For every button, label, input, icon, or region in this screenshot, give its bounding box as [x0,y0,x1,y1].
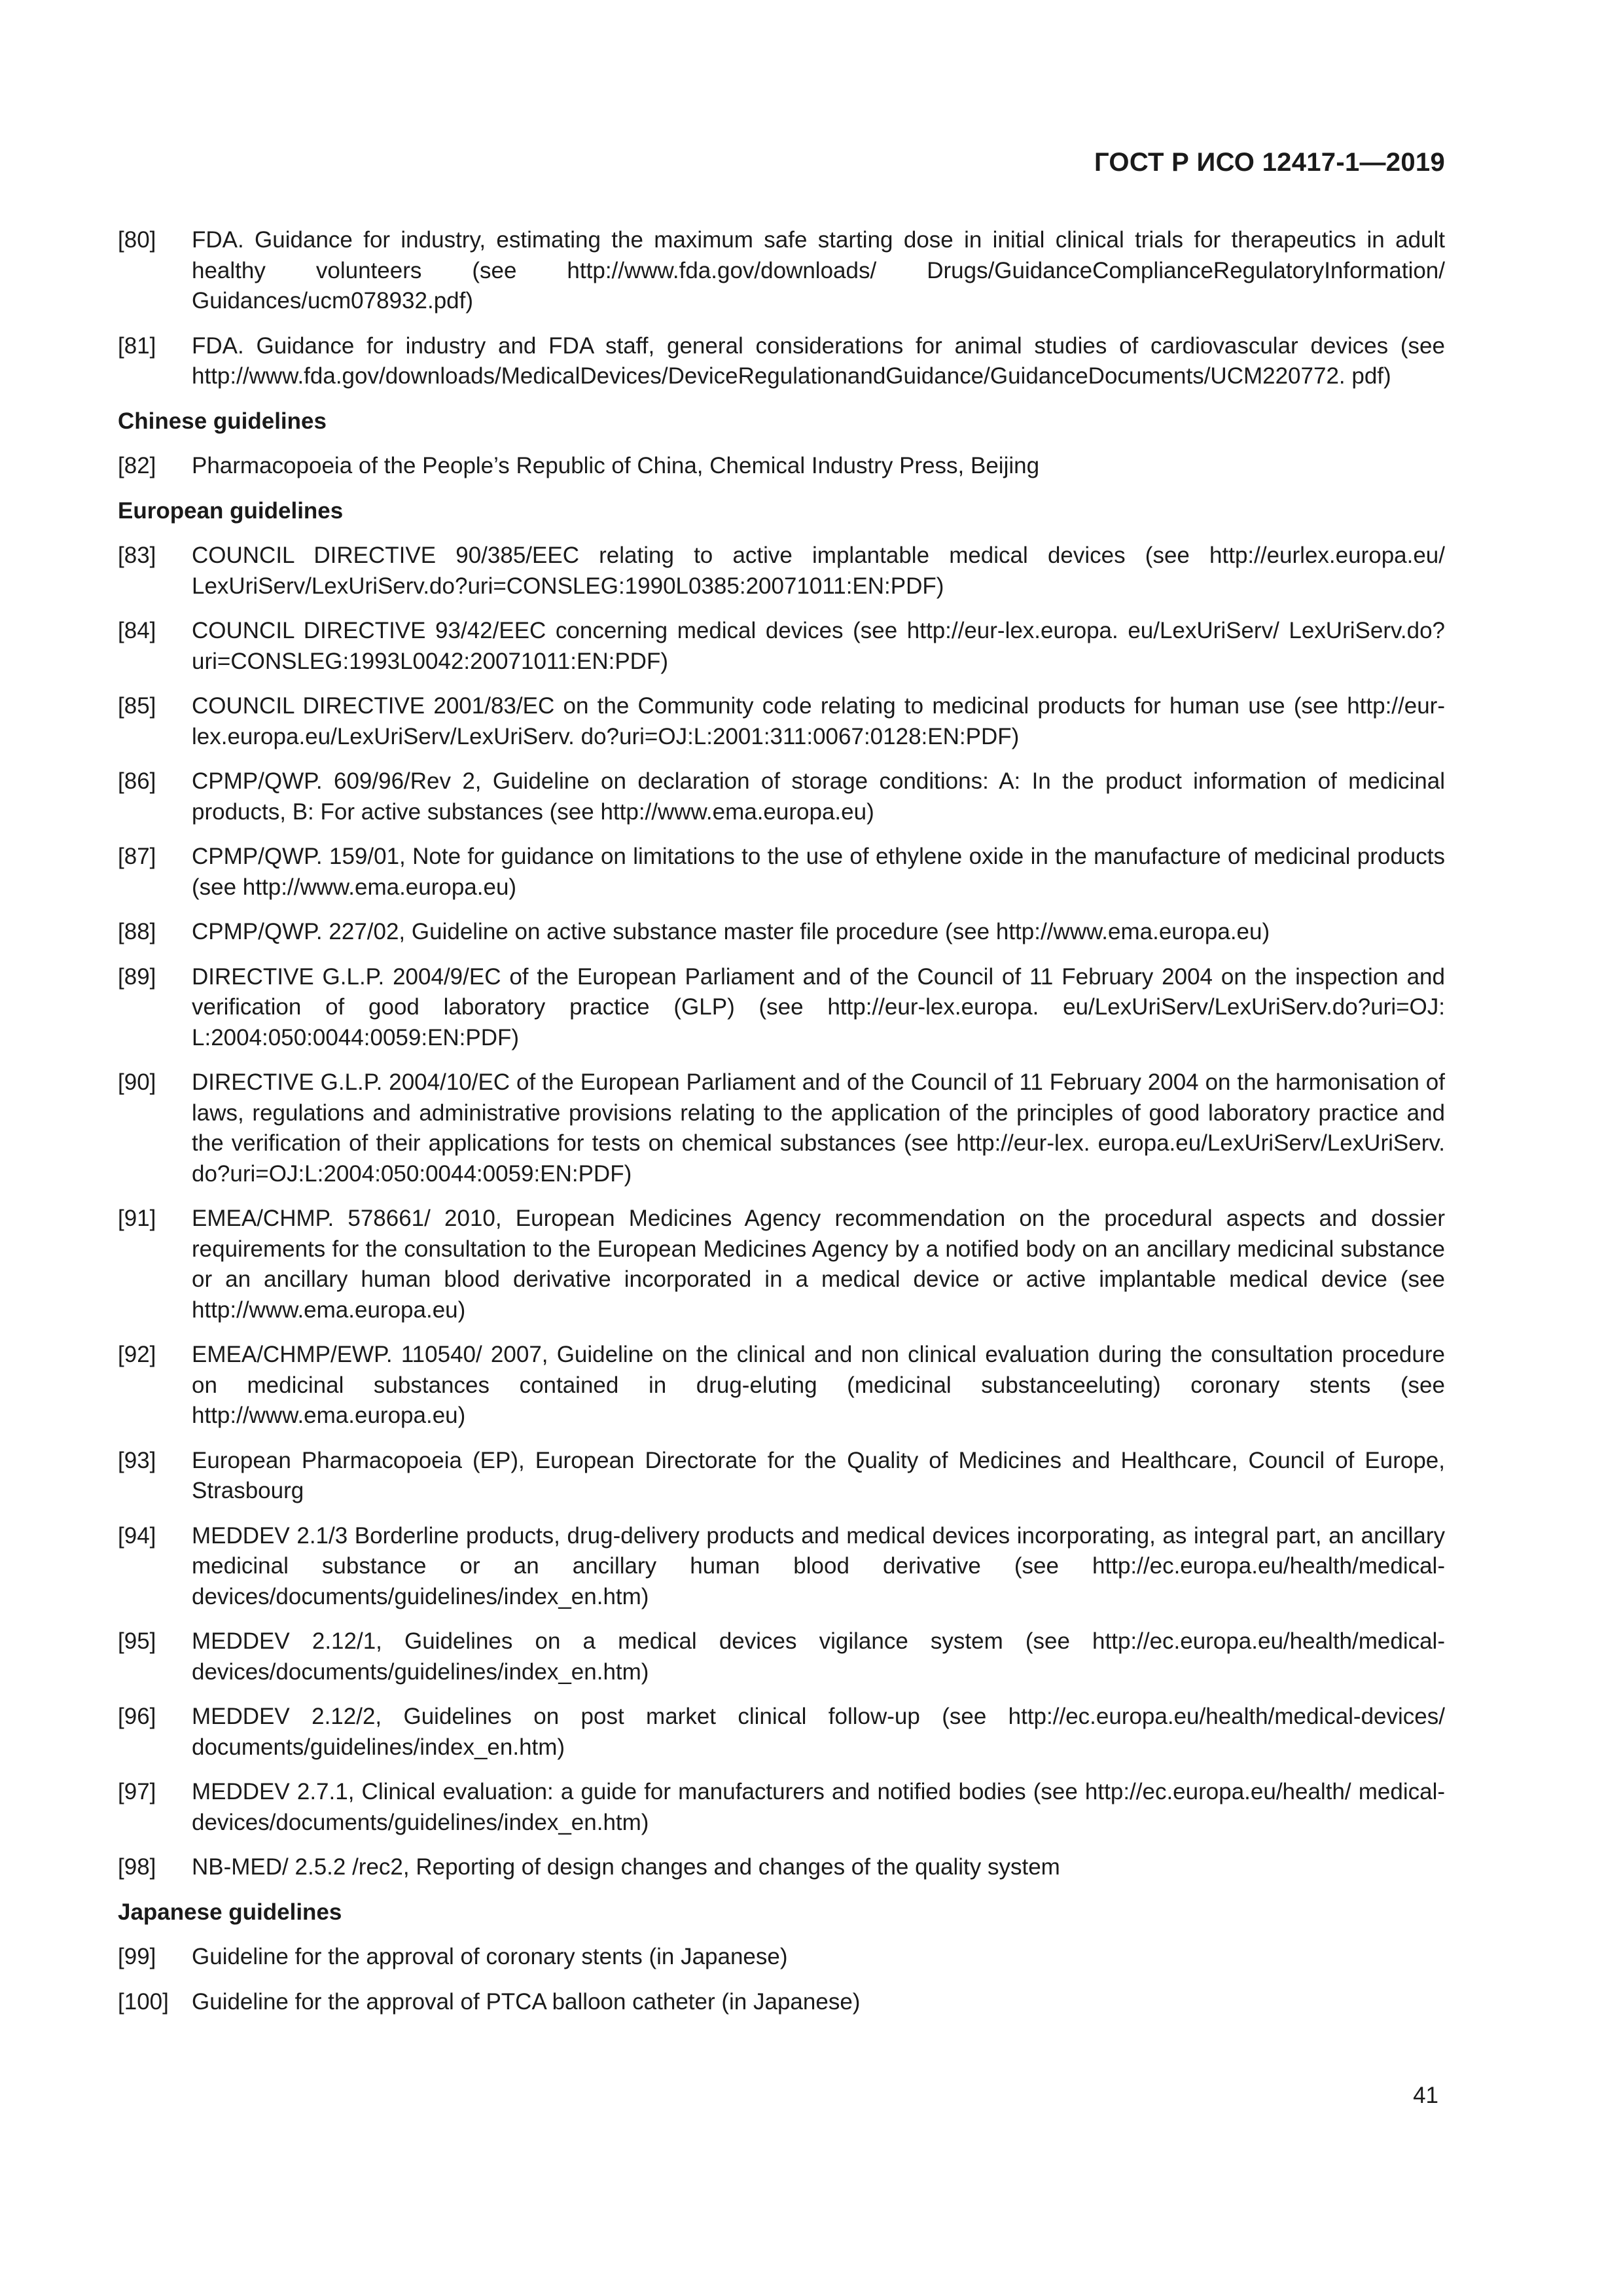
reference-number: [81] [118,332,156,359]
reference-text: MEDDEV 2.12/2, Guidelines on post market clinical follow-up (see http://ec.europa.eu/health/medical-devices/ documents/guidelines/index_en.htm) [192,1704,1445,1760]
reference-text: COUNCIL DIRECTIVE 93/42/EEC concerning medical devices (see http://eur-lex.europa. eu/LexUriServ/ LexUriServ.do?uri=CONSLEG:1993L0042:20071011:EN:PDF) [192,618,1445,674]
reference-text: NB-MED/ 2.5.2 /rec2, Reporting of design changes and changes of the quality system [192,1854,1060,1880]
reference-number: [89] [118,963,156,990]
section-heading-european: European guidelines [118,497,344,524]
reference-text: MEDDEV 2.12/1, Guidelines on a medical devices vigilance system (see http://ec.europa.eu/health/medical-devices/documents/guidelines/index_en.htm) [192,1628,1445,1685]
reference-text: Guideline for the approval of PTCA balloon catheter (in Japanese) [192,1988,861,2015]
section-heading-japanese: Japanese guidelines [118,1899,342,1925]
reference-item [118,1067,1445,1189]
reference-number: [88] [118,919,156,944]
bibliography-content [118,225,1445,2032]
reference-item [118,766,1445,827]
reference-number: [85] [118,693,156,719]
reference-item [118,842,1445,903]
reference-number: [91] [118,1206,156,1231]
reference-number: [80] [118,227,156,253]
reference-number: [90] [118,1069,156,1095]
reference-text: CPMP/QWP. 227/02, Guideline on active substance master file procedure (see http://www.ema.europa.eu) [192,919,1270,944]
reference-number: [97] [118,1779,156,1804]
reference-item [118,541,1445,601]
reference-number: [99] [118,1944,156,1969]
reference-number: [96] [118,1704,156,1729]
reference-text: CPMP/QWP. 609/96/Rev 2, Guideline on declaration of storage conditions: A: In the product information of medicinal products, B: For active substances (see http://www.ema.europa.eu) [192,768,1445,825]
reference-item [118,917,1445,948]
reference-text: Guideline for the approval of coronary stents (in Japanese) [192,1944,788,1969]
reference-text: CPMP/QWP. 159/01, Note for guidance on limitations to the use of ethylene oxide in the manufacture of medicinal products (see http://www.ema.europa.eu) [192,844,1445,900]
reference-number: [92] [118,1342,156,1367]
reference-item [118,1446,1445,1507]
reference-item [118,616,1445,677]
reference-item [118,1521,1445,1613]
reference-item [118,1204,1445,1325]
reference-item [118,1777,1445,1838]
reference-text: Pharmacopoeia of the People’s Republic of China, Chemical Industry Press, Beijing [192,453,1040,478]
reference-item [118,962,1445,1054]
reference-text: COUNCIL DIRECTIVE 2001/83/EC on the Community code relating to medicinal products for human use (see http://eur-lex.europa.eu/LexUriServ/LexUriServ. do?uri=OJ:L:2001:311:0067:0128:EN:PDF) [192,693,1445,749]
reference-text: COUNCIL DIRECTIVE 90/385/EEC relating to active implantable medical devices (see http://eurlex.europa.eu/ LexUriServ/LexUriServ.do?uri=CONSLEG:1990L0385:20071011:EN:PDF) [192,543,1445,599]
reference-item [118,1852,1445,1883]
reference-item [118,1942,1445,1973]
section-heading-chinese: Chinese guidelines [118,408,327,434]
reference-number: [100] [118,1988,169,2015]
reference-number: [98] [118,1854,156,1880]
reference-text: EMEA/CHMP. 578661/ 2010, European Medicines Agency recommendation on the procedural aspects and dossier requirements for the consultation to the European Medicines Agency by a notified body on an ancillary medicinal substance or an ancillary human blood derivative incorporated in a medical device or active implantable medical device (see http://www.ema.europa.eu) [192,1206,1445,1323]
reference-text: MEDDEV 2.7.1, Clinical evaluation: a guide for manufacturers and notified bodies (see http://ec.europa.eu/health/ medical-devices/documents/guidelines/index_en.htm) [192,1779,1445,1835]
reference-text: FDA. Guidance for industry and FDA staff, general considerations for animal studies of cardiovascular devices (see http://www.fda.gov/downloads/MedicalDevices/DeviceRegulationandGuidance/GuidanceDocuments/UCM220772. pdf) [192,332,1445,389]
reference-item [118,691,1445,752]
reference-number: [86] [118,768,156,794]
reference-text: DIRECTIVE G.L.P. 2004/9/EC of the European Parliament and of the Council of 11 February 2004 on the inspection and verification of good laboratory practice (GLP) (see http://eur-lex.europa. eu/LexUriServ/LexUriServ.do?uri=OJ: L:2004:050:0044:0059:EN:PDF) [192,963,1445,1050]
reference-item [118,1340,1445,1431]
reference-number: [93] [118,1447,156,1473]
reference-text: DIRECTIVE G.L.P. 2004/10/EC of the European Parliament and of the Council of 11 February 2004 on the harmonisation of laws, regulations and administrative provisions relating to the application of the principles of good laboratory practice and the verification of their applications for tests on chemical substances (see http://eur-lex. europa.eu/LexUriServ/LexUriServ. do?uri=OJ:L:2004:050:0044:0059:EN:PDF) [192,1069,1445,1187]
page-number: 41 [1413,2083,1438,2108]
reference-number: [95] [118,1628,156,1654]
reference-text: MEDDEV 2.1/3 Borderline products, drug-delivery products and medical devices incorporating, as integral part, an ancillary medicinal substance or an ancillary human blood derivative (see http://ec.europa.eu/health/medical-devices/documents/guidelines/index_en.htm) [192,1522,1445,1609]
reference-number: [87] [118,844,156,869]
reference-item [118,451,1445,482]
reference-number: [83] [118,543,156,568]
reference-item [118,1626,1445,1687]
reference-item [118,331,1445,392]
reference-number: [94] [118,1522,156,1549]
reference-item [118,225,1445,317]
reference-number: [84] [118,618,156,643]
reference-number: [82] [118,453,156,478]
document-code-header: ГОСТ Р ИСО 12417-1—2019 [1094,148,1445,177]
reference-item [118,1987,1445,2018]
reference-text: European Pharmacopoeia (EP), European Directorate for the Quality of Medicines and Healthcare, Council of Europe, Strasbourg [192,1447,1445,1503]
reference-text: FDA. Guidance for industry, estimating the maximum safe starting dose in initial clinical trials for therapeutics in adult healthy volunteers (see http://www.fda.gov/downloads/ Drugs/GuidanceComplianceRegulatoryInformation/ Guidances/ucm078932.pdf) [192,227,1445,314]
reference-text: EMEA/CHMP/EWP. 110540/ 2007, Guideline on the clinical and non clinical evaluation during the consultation procedure on medicinal substances contained in drug-eluting (medicinal substanceeluting) coronary stents (see http://www.ema.europa.eu) [192,1342,1445,1428]
reference-item [118,1702,1445,1763]
